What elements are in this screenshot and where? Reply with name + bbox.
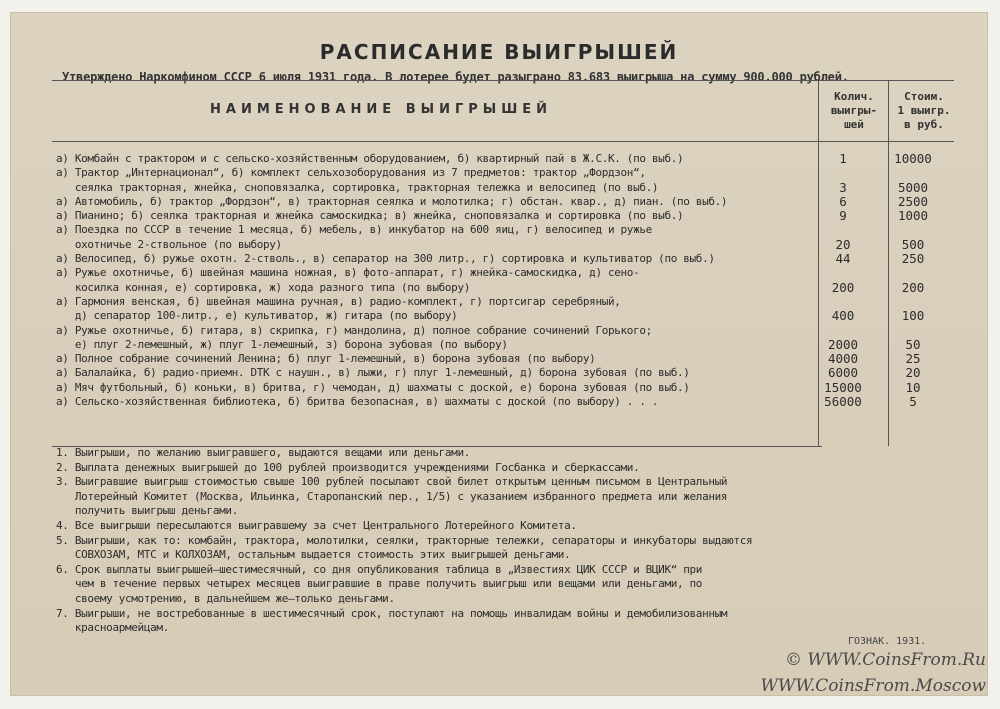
table-row <box>56 324 956 353</box>
description-line: косилка конная, е) сортировка, ж) хода разного типа (по выбору) <box>56 280 470 294</box>
note-item <box>56 446 961 461</box>
prize-price: 5000 <box>897 179 929 195</box>
prize-description <box>56 295 808 324</box>
description-line: а) Балалайка, б) радио-приемн. DTK с наушн., в) лыжи, г) плуг 1-лемешный, д) борона зубовая (по выб.) <box>56 366 690 380</box>
prize-quantity: 200 <box>831 279 855 295</box>
prize-description <box>56 266 808 295</box>
approval-subtitle: Утверждено Наркомфином СССР 6 июля 1931 года. В лотерее будет разыграно 83.683 выигрыша на сумму 900.000 рублей. <box>62 70 849 84</box>
printer-mark: ГОЗНАК. 1931. <box>848 636 927 647</box>
prize-quantity: 9 <box>839 208 847 224</box>
prize-price: 25 <box>905 351 921 367</box>
note-item <box>56 475 961 519</box>
prize-price: 100 <box>901 308 925 324</box>
table-row <box>56 252 956 266</box>
prize-description <box>56 152 808 166</box>
note-item <box>56 461 961 476</box>
note-item <box>56 534 961 563</box>
prize-quantity: 2000 <box>827 336 859 352</box>
description-line: е) плуг 2-лемешный, ж) плуг 1-лемешный, з) борона зубовая (по выбору) <box>56 337 508 351</box>
note-line: чем в течение первых четырех месяцев выигравшие в праве получить выигрыш или вещами или деньгами, по <box>56 577 703 591</box>
prize-price: 500 <box>901 236 925 252</box>
prize-table <box>56 152 956 409</box>
description-line: а) Мяч футбольный, б) коньки, в) бритва, г) чемодан, д) шахматы с доской, е) борона зубовая (по выб.) <box>56 380 690 394</box>
table-row <box>56 209 956 223</box>
description-line: а) Гармония венская, б) швейная машина ручная, в) радио-комплект, г) портсигар серебряный, <box>56 294 621 308</box>
table-row <box>56 166 956 195</box>
description-line: а) Велосипед, б) ружье охотн. 2-стволь., в) сепаратор на 300 литр., г) сортировка и культиватор (по выб.) <box>56 252 715 266</box>
prize-quantity: 56000 <box>824 394 862 410</box>
note-line: 5. Выигрыши, как то: комбайн, трактора, молотилки, сеялки, тракторные тележки, сепараторы и инкубаторы выдаются <box>56 533 753 547</box>
note-line: 2. Выплата денежных выигрышей до 100 рублей производится учреждениями Госбанка и сберкассами. <box>56 460 640 474</box>
table-row <box>56 223 956 252</box>
description-line: охотничье 2-ствольное (по выбору) <box>56 237 282 251</box>
prize-quantity: 44 <box>835 251 851 267</box>
description-line: а) Сельско-хозяйственная библиотека, б) бритва безопасная, в) шахматы с доской (по выбору) . . . <box>56 395 659 409</box>
prize-description <box>56 395 808 409</box>
table-row <box>56 352 956 366</box>
table-row <box>56 395 956 409</box>
note-line: 4. Все выигрыши пересылаются выигравшему за счет Центрального Лотерейного Комитета. <box>56 518 577 532</box>
description-line: а) Трактор „Интернационал“, б) комплект сельхозоборудования из 7 предметов: трактор „Фордзон“, <box>56 166 646 180</box>
description-line: д) сепаратор 100-литр., е) культиватор, ж) гитара (по выбору) <box>56 309 458 323</box>
note-item <box>56 519 961 534</box>
note-line: получить выигрыш деньгами. <box>56 504 238 518</box>
table-row <box>56 366 956 380</box>
prize-quantity: 15000 <box>824 379 862 395</box>
note-line: 7. Выигрыши, не востребованные в шестимесячный срок, поступают на помощь инвалидам войны и демобилизованным <box>56 606 728 620</box>
table-row <box>56 195 956 209</box>
prize-description <box>56 252 808 266</box>
table-row <box>56 152 956 166</box>
description-line: а) Поездка по СССР в течение 1 месяца, б) мебель, в) инкубатор на 600 яиц, г) велосипед и ружье <box>56 223 652 237</box>
prize-price: 2500 <box>897 193 929 209</box>
description-line: а) Полное собрание сочинений Ленина; б) плуг 1-лемешный, в) борона зубовая (по выбору) <box>56 352 596 366</box>
description-line: а) Пианино; б) сеялка тракторная и жнейка самоскидка; в) жнейка, сноповязалка и сортировка (по выб.) <box>56 209 684 223</box>
prize-price: 1000 <box>897 208 929 224</box>
prize-price: 10 <box>905 379 921 395</box>
watermark-ru: © WWW.CoinsFrom.Ru <box>784 650 986 670</box>
prize-price: 20 <box>905 365 921 381</box>
prize-price: 5 <box>909 394 917 410</box>
qty-column-header: Колич. выигры- шей <box>830 90 878 131</box>
note-item <box>56 563 961 607</box>
note-line: Лотерейный Комитет (Москва, Ильинка, Старопанский пер., 1/5) с указанием избранного предмета или желания <box>56 489 728 503</box>
price-column-header: Стоим. 1 выигр. в руб. <box>897 90 951 131</box>
prize-quantity: 3 <box>839 179 847 195</box>
prize-quantity: 4000 <box>827 351 859 367</box>
prize-quantity: 400 <box>831 308 855 324</box>
table-row <box>56 381 956 395</box>
watermark-moscow: WWW.CoinsFrom.Moscow <box>760 676 986 696</box>
prize-description <box>56 324 808 353</box>
prize-description <box>56 195 808 209</box>
note-line: 6. Срок выплаты выигрышей—шестимесячный, со дня опубликования таблица в „Известиях ЦИК СССР и ВЦИК“ при <box>56 562 703 576</box>
description-line: а) Ружье охотничье, б) гитара, в) скрипка, г) мандолина, д) полное собрание сочинений Горького; <box>56 323 652 337</box>
note-line: 3. Выигравшие выигрыш стоимостью свыше 100 рублей посылают свой билет открытым ценным письмом в Центральный <box>56 475 728 489</box>
note-item <box>56 607 961 636</box>
prize-price: 200 <box>901 279 925 295</box>
note-line: 1. Выигрыши, по желанию выигравшего, выдаются вещами или деньгами. <box>56 446 470 459</box>
prize-quantity: 6000 <box>827 365 859 381</box>
prize-description <box>56 366 808 380</box>
terms-notes <box>56 446 961 636</box>
page-title: РАСПИСАНИЕ ВЫИГРЫШЕЙ <box>319 40 679 64</box>
note-line: СОВХОЗАМ, МТС и КОЛХОЗАМ, остальным выдается стоимость этих выигрышей деньгами. <box>56 548 571 562</box>
description-line: а) Автомобиль, б) трактор „Фордзон“, в) тракторная сеялка и молотилка; г) обстан. квар., д) пиан. (по выб.) <box>56 194 728 208</box>
table-row <box>56 266 956 295</box>
table-row <box>56 295 956 324</box>
name-column-header: НАИМЕНОВАНИЕ ВЫИГРЫШЕЙ <box>210 102 553 117</box>
prize-price: 250 <box>901 251 925 267</box>
prize-description <box>56 352 808 366</box>
prize-quantity: 6 <box>839 193 847 209</box>
description-line: сеялка тракторная, жнейка, сноповязалка, сортировка, тракторная тележка и велосипед (по выб.) <box>56 180 659 194</box>
description-line: а) Комбайн с трактором и с сельско-хозяйственным оборудованием, б) квартирный пай в Ж.С.К. (по выб.) <box>56 152 684 165</box>
prize-price: 50 <box>905 336 921 352</box>
prize-quantity: 1 <box>839 151 847 166</box>
prize-description <box>56 166 808 195</box>
note-line: своему усмотрению, в дальнейшем же—только деньгами. <box>56 591 395 605</box>
prize-description <box>56 223 808 252</box>
note-line: красноармейцам. <box>56 621 169 635</box>
prize-description <box>56 209 808 223</box>
prize-description <box>56 381 808 395</box>
prize-quantity: 20 <box>835 236 851 252</box>
description-line: а) Ружье охотничье, б) швейная машина ножная, в) фото-аппарат, г) жнейка-самоскидка, д) сено- <box>56 266 640 280</box>
prize-price: 10000 <box>894 151 932 166</box>
